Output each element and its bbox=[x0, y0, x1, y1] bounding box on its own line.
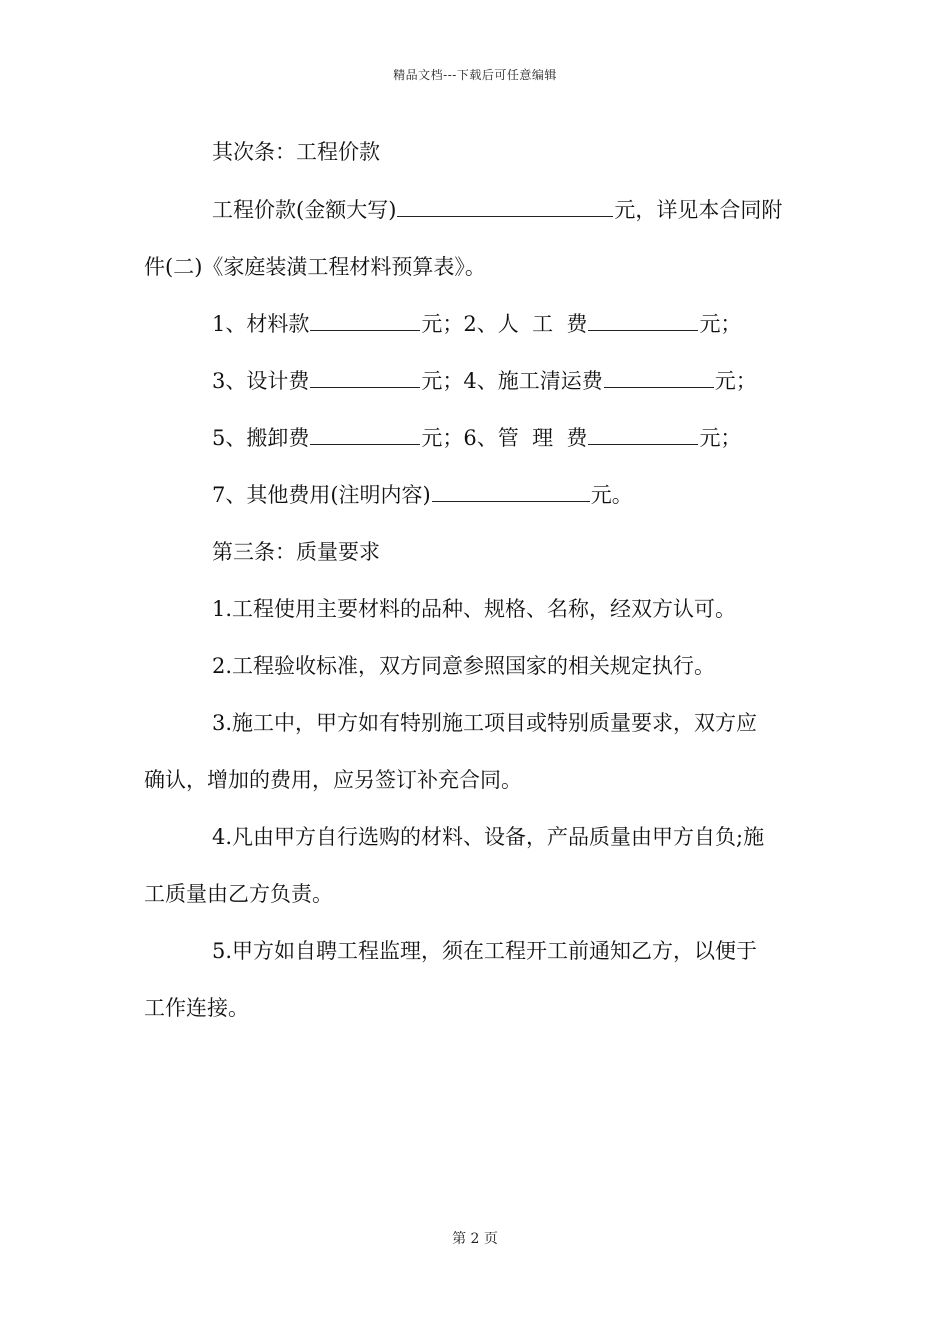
amount-blank bbox=[588, 424, 698, 445]
fee-item-label: 1、材料款 bbox=[212, 312, 310, 336]
section-title: 其次条：工程价款 bbox=[212, 140, 380, 164]
page-header: 精品文档---下载后可任意编辑 bbox=[393, 68, 557, 82]
fee-item-unit: 元； bbox=[421, 369, 464, 393]
amount-blank bbox=[604, 367, 714, 388]
fee-item-unit: 元； bbox=[699, 312, 742, 336]
price-paragraph-line bbox=[212, 196, 782, 224]
paragraph-line: 5.甲方如自聘工程监理，须在工程开工前通知乙方，以便于 bbox=[212, 939, 758, 963]
page-number: 第 2 页 bbox=[452, 1231, 498, 1247]
section-title: 第三条：质量要求 bbox=[212, 540, 380, 564]
paragraph-line: 3.施工中，甲方如有特别施工项目或特别质量要求，双方应 bbox=[212, 711, 758, 735]
amount-blank bbox=[310, 367, 420, 388]
paragraph-line: 1.工程使用主要材料的品种、规格、名称，经双方认可。 bbox=[212, 597, 737, 621]
paragraph-line: 工作连接。 bbox=[144, 996, 249, 1020]
amount-blank bbox=[588, 310, 698, 331]
fee-item-row bbox=[212, 424, 741, 452]
fee-item-unit: 元； bbox=[699, 426, 742, 450]
fee-item-label: 6、管 理 费 bbox=[463, 426, 588, 450]
price-suffix: 元，详见本合同附 bbox=[614, 198, 783, 222]
paragraph-line: 4.凡由甲方自行选购的材料、设备，产品质量由甲方自负;施 bbox=[212, 825, 765, 849]
amount-blank bbox=[310, 310, 420, 331]
fee-item-label: 4、施工清运费 bbox=[463, 369, 603, 393]
fee-item-unit: 元； bbox=[421, 426, 464, 450]
fee-item-unit: 元； bbox=[714, 369, 757, 393]
fee-item-unit: 元。 bbox=[590, 483, 633, 507]
fee-item-label: 2、人 工 费 bbox=[463, 312, 588, 336]
fee-item-row bbox=[212, 481, 633, 509]
fee-item-unit: 元； bbox=[421, 312, 464, 336]
paragraph-line: 工质量由乙方负责。 bbox=[144, 882, 333, 906]
price-paragraph-line: 件(二)《家庭装潢工程材料预算表》。 bbox=[144, 255, 486, 279]
amount-blank bbox=[310, 424, 420, 445]
fee-item-row bbox=[212, 310, 741, 338]
fee-item-label: 7、其他费用(注明内容) bbox=[212, 483, 431, 507]
price-label: 工程价款(金额大写) bbox=[212, 198, 397, 222]
fee-item-label: 3、设计费 bbox=[212, 369, 310, 393]
paragraph-line: 2.工程验收标准，双方同意参照国家的相关规定执行。 bbox=[212, 654, 716, 678]
amount-blank bbox=[432, 481, 590, 502]
paragraph-line: 确认，增加的费用，应另签订补充合同。 bbox=[144, 768, 522, 792]
amount-blank bbox=[397, 196, 613, 217]
fee-item-row bbox=[212, 367, 757, 395]
fee-item-label: 5、搬卸费 bbox=[212, 426, 310, 450]
